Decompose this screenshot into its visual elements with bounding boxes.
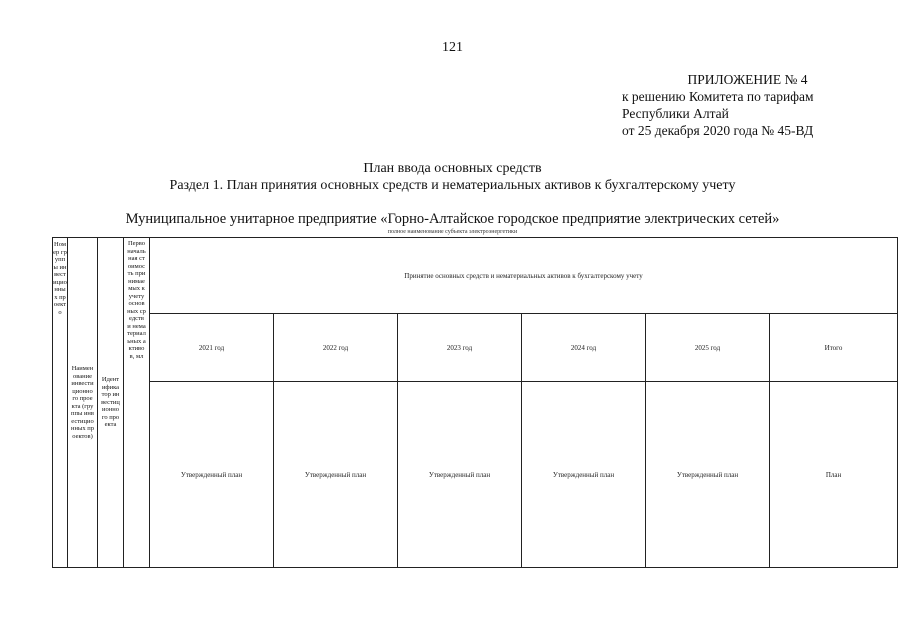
- col-header-group-number: Номер группы инвестиционных проекто: [53, 238, 68, 568]
- appendix-line-3: Республики Алтай: [622, 106, 729, 121]
- organization-caption: полное наименование субъекта электроэнергетики: [387, 229, 518, 235]
- total-header: Итого: [770, 314, 898, 382]
- plan-header-2021: Утвержденный план: [150, 382, 274, 568]
- section-title: Раздел 1. План принятия основных средств и нематериальных активов к бухгалтерскому учету: [169, 178, 736, 193]
- plan-header-2022: Утвержденный план: [274, 382, 398, 568]
- year-header-2024: 2024 год: [522, 314, 646, 382]
- plan-header-2023: Утвержденный план: [398, 382, 522, 568]
- year-header-2025: 2025 год: [646, 314, 770, 382]
- plan-title-line-1: План ввода основных средств: [363, 161, 542, 176]
- organization-name: Муниципальное унитарное предприятие «Горно-Алтайское городское предприятие электрических сетей»: [125, 211, 780, 227]
- plan-header-2024: Утвержденный план: [522, 382, 646, 568]
- plan-title: [0, 160, 905, 194]
- year-header-2022: 2022 год: [274, 314, 398, 382]
- col-header-project-id: Идентификатор инвестиционного проекта: [98, 238, 124, 568]
- assets-plan-table: [52, 237, 898, 568]
- plan-header-total: План: [770, 382, 898, 568]
- col-header-project-name: Наименование инвестиционного проекта (группы инвестиционных проектов): [68, 238, 98, 568]
- appendix-title: ПРИЛОЖЕНИЕ № 4: [687, 72, 808, 87]
- group-header: Принятие основных средств и нематериальных активов к бухгалтерскому учету: [150, 238, 898, 314]
- appendix-block: [622, 71, 814, 139]
- page-number: 121: [442, 40, 463, 55]
- appendix-line-2: к решению Комитета по тарифам: [622, 89, 814, 104]
- appendix-line-4: от 25 декабря 2020 года № 45-ВД: [622, 123, 814, 138]
- plan-header-2025: Утвержденный план: [646, 382, 770, 568]
- col-header-initial-cost: Первоначальная стоимость принимаемых к учету основных средств и нематериальных активов, мл: [124, 238, 150, 568]
- year-header-2023: 2023 год: [398, 314, 522, 382]
- year-header-2021: 2021 год: [150, 314, 274, 382]
